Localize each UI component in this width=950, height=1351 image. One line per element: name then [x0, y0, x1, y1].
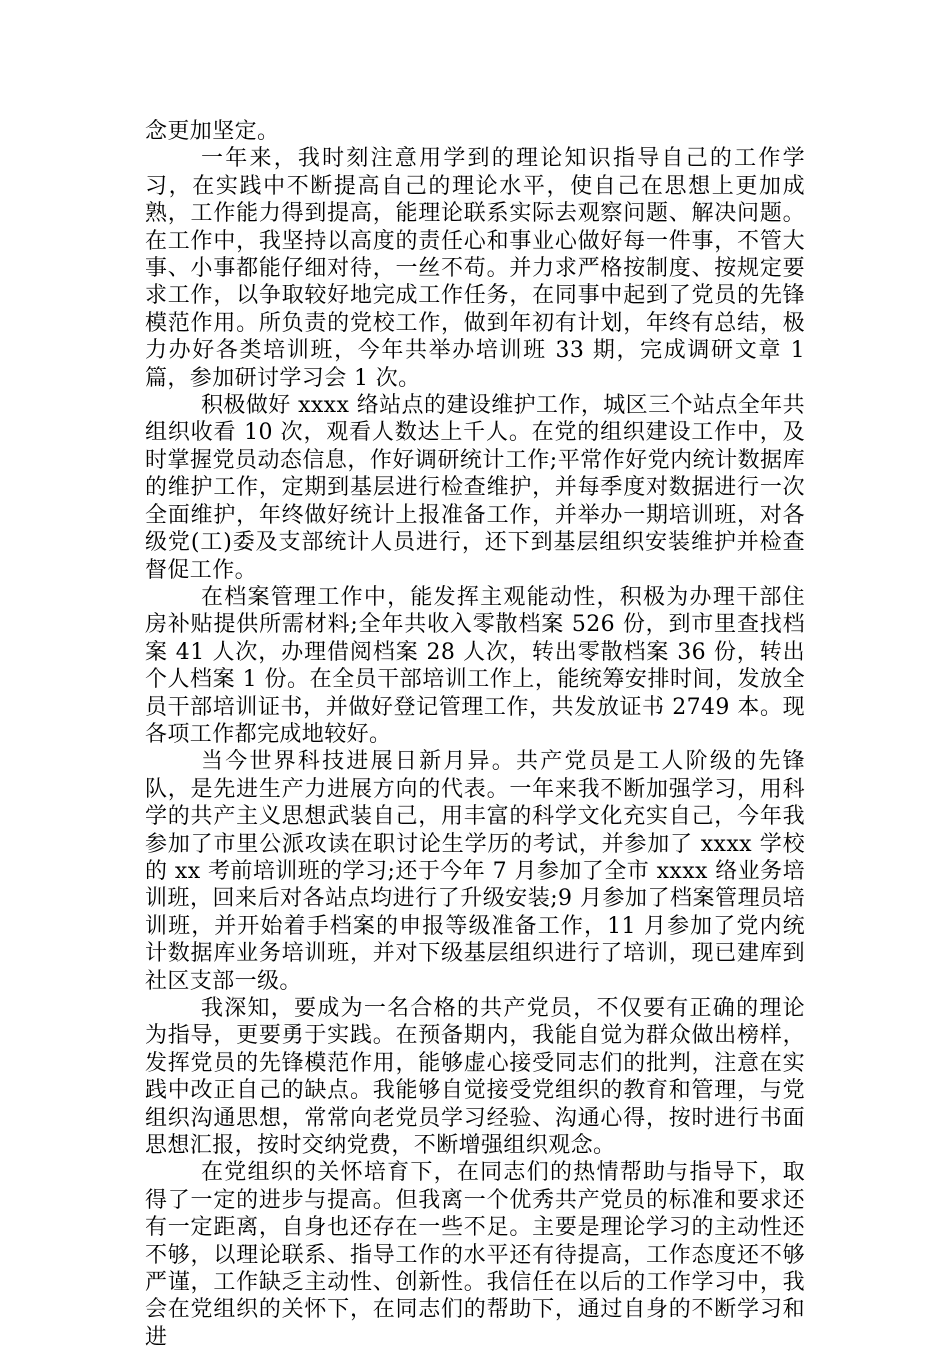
paragraph-7: 在党组织的关怀培育下，在同志们的热情帮助与指导下，取得了一定的进步与提高。但我离一个优秀共产党员的标准和要求还有一定距离，自身也还存在一些不足。主要是理论学习的主动性还不够，以理论联系、指导工作的水平还有待提高，工作态度还不够严谨，工作缺乏主动性、创新性。我信任在以后的工作学习中，我会在党组织的关怀下，在同志们的帮助下，通过自身的不断学习和进 — [145, 1160, 805, 1350]
paragraph-1: 念更加坚定。 — [145, 119, 280, 144]
paragraph-2: 一年来，我时刻注意用学到的理论知识指导自己的工作学习，在实践中不断提高自己的理论水平，使自己在思想上更加成熟，工作能力得到提高，能理论联系实际去观察问题、解决问题。在工作中，我坚持以高度的责任心和事业心做好每一件事，不管大事、小事都能仔细对待，一丝不苟。并力求严格按制度、按规定要求工作，以争取较好地完成工作任务，在同事中起到了党员的先锋模范作用。所负责的党校工作，做到年初有计划，年终有总结，极力办好各类培训班，今年共举办培训班 33 期，完成调研文章 1 篇，参加研讨学习会 1 次。 — [145, 146, 805, 391]
paragraph-3: 积极做好 xxxx 络站点的建设维护工作，城区三个站点全年共组织收看 10 次，观看人数达上千人。在党的组织建设工作中，及时掌握党员动态信息，作好调研统计工作;平常作好党内统计数据库的维护工作，定期到基层进行检查维护，并每季度对数据进行一次全面维护，年终做好统计上报准备工作，并举办一期培训班，对各级党(工)委及支部统计人员进行，还下到基层组织安装维护并检查督促工作。 — [145, 393, 805, 583]
paragraph-4: 在档案管理工作中，能发挥主观能动性，积极为办理干部住房补贴提供所需材料;全年共收入零散档案 526 份，到市里查找档案 41 人次，办理借阅档案 28 人次，转出零散档案 36 份，转出个人档案 1 份。在全员干部培训工作上，能统筹安排时间，发放全员干部培训证书，并做好登记管理工作，共发放证书 2749 本。现各项工作都完成地较好。 — [145, 584, 805, 747]
paragraph-6: 我深知，要成为一名合格的共产党员，不仅要有正确的理论为指导，更要勇于实践。在预备期内，我能自觉为群众做出榜样，发挥党员的先锋模范作用，能够虚心接受同志们的批判，注意在实践中改正自己的缺点。我能够自觉接受党组织的教育和管理，与党组织沟通思想，常常向老党员学习经验、沟通心得，按时进行书面思想汇报，按时交纳党费，不断增强组织观念。 — [145, 996, 805, 1159]
document-body — [145, 118, 805, 1351]
paragraph-5: 当今世界科技进展日新月异。共产党员是工人阶级的先锋队，是先进生产力进展方向的代表。一年来我不断加强学习，用科学的共产主义思想武装自己，用丰富的科学文化充实自己，今年我参加了市里公派攻读在职讨论生学历的考试，并参加了 xxxx 学校的 xx 考前培训班的学习;还于今年 7 月参加了全市 xxxx 络业务培训班，回来后对各站点均进行了升级安装;9 月参加了档案管理员培训班，并开始着手档案的申报等级准备工作，11 月参加了党内统计数据库业务培训班，并对下级基层组织进行了培训，现已建库到社区支部一级。 — [145, 749, 805, 994]
